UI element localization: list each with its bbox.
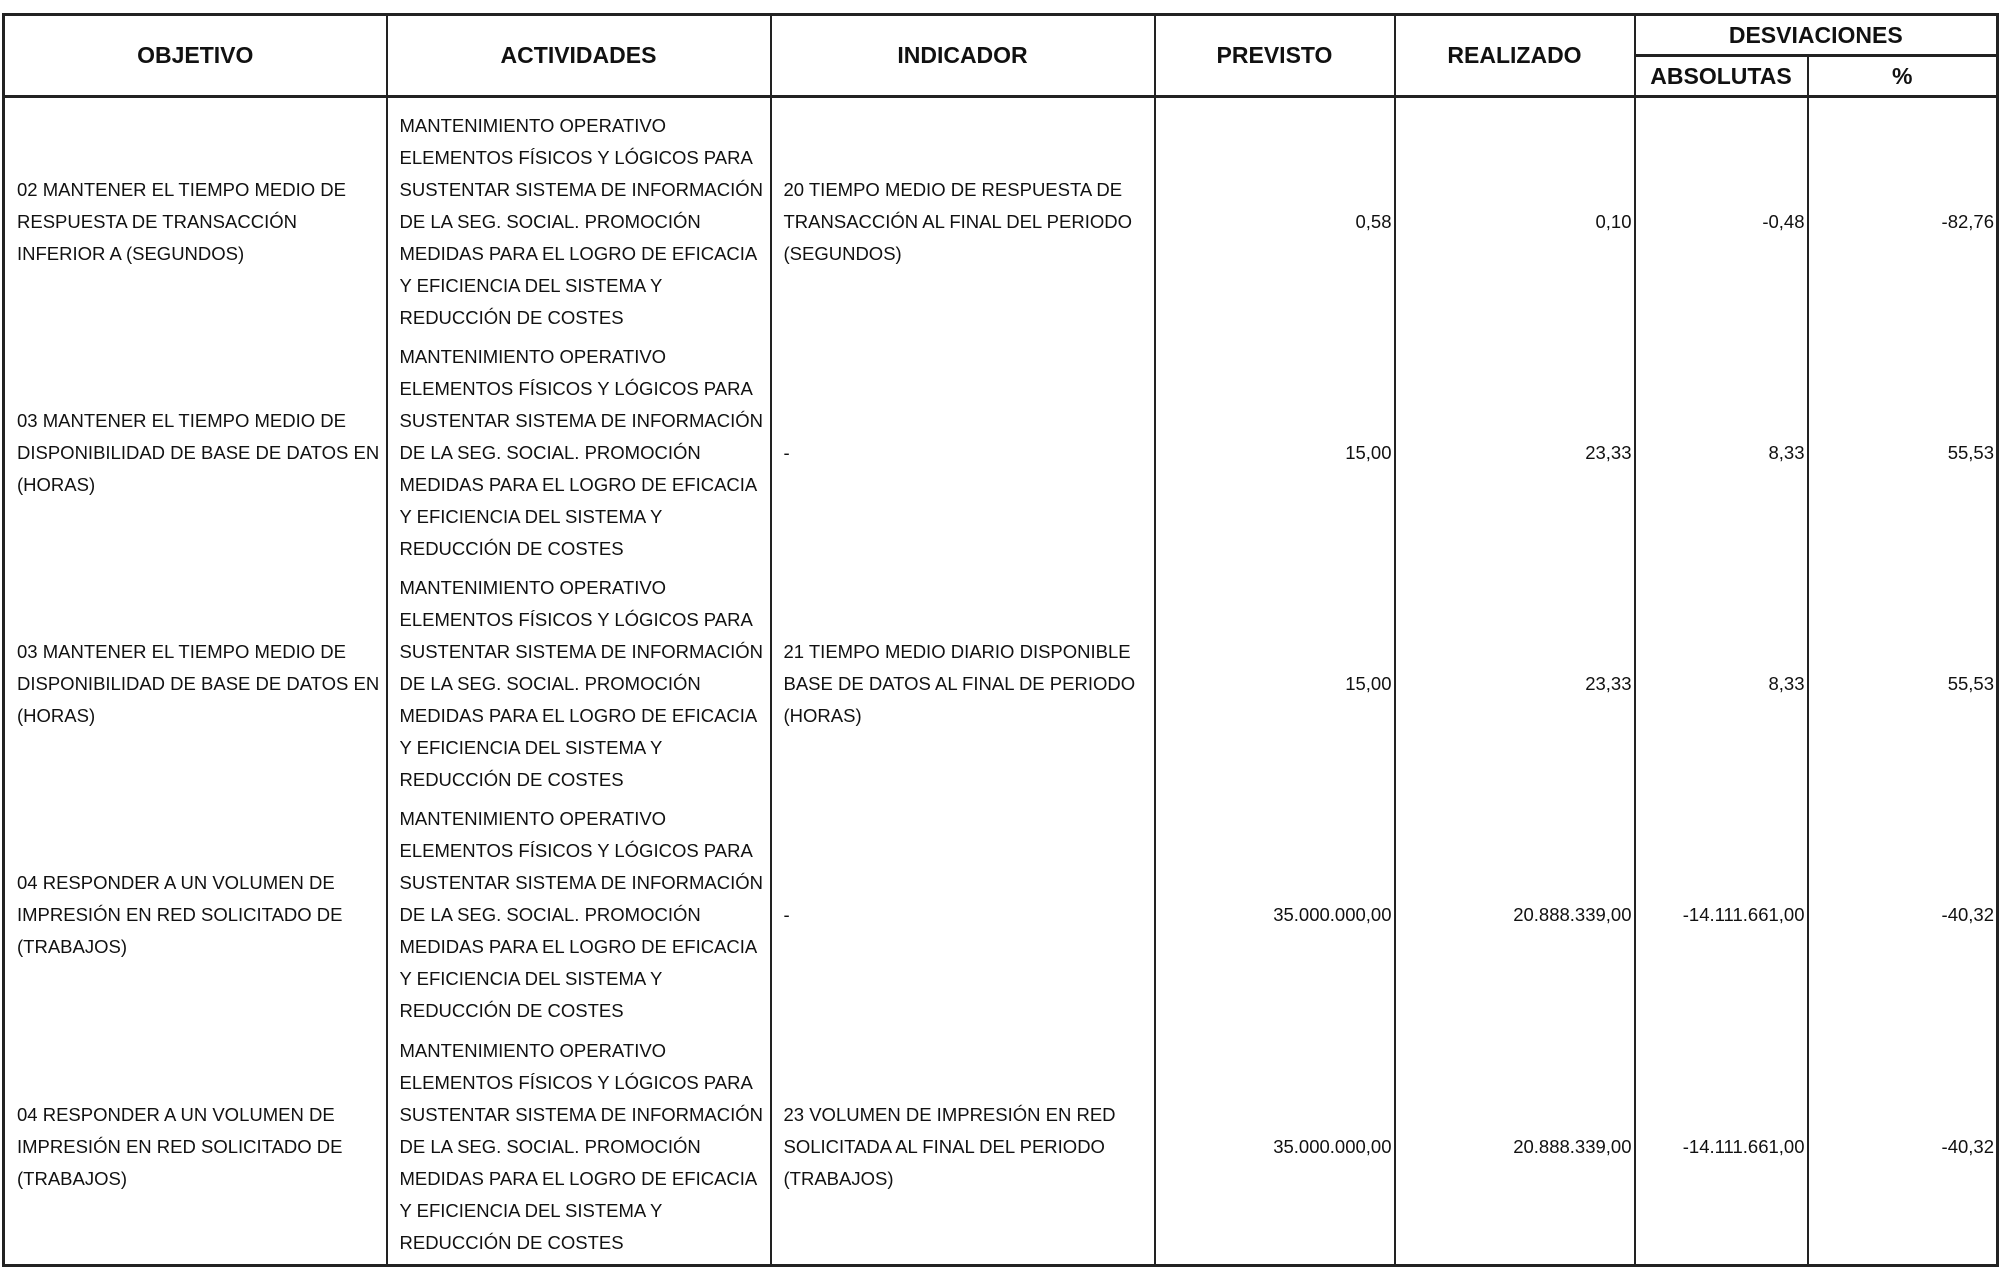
cell-actividades-text: MANTENIMIENTO OPERATIVO ELEMENTOS FÍSICOS Y LÓGICOS PARA SUSTENTAR SISTEMA DE INFORMACIÓN DE LA SEG. SOCIAL. PROMOCIÓN MEDIDAS PARA EL LOGRO DE EFICACIA Y EFICIENCIA DEL SISTEMA Y REDUCCIÓN DE COSTES	[399, 576, 764, 790]
header-desviaciones: DESVIACIONES	[1635, 15, 1998, 56]
header-previsto: PREVISTO	[1155, 15, 1395, 97]
header-absolutas: ABSOLUTAS	[1635, 56, 1808, 97]
cell-objetivo	[4, 1030, 387, 1266]
cell-realizado	[1395, 1030, 1635, 1266]
cell-absolutas-text: 8,33	[1768, 672, 1805, 694]
cell-indicador	[771, 568, 1155, 799]
cell-realizado	[1395, 568, 1635, 799]
cell-previsto	[1155, 97, 1395, 338]
header-realizado: REALIZADO	[1395, 15, 1635, 97]
header-indicador: INDICADOR	[771, 15, 1155, 97]
cell-actividades-text: MANTENIMIENTO OPERATIVO ELEMENTOS FÍSICOS Y LÓGICOS PARA SUSTENTAR SISTEMA DE INFORMACIÓN DE LA SEG. SOCIAL. PROMOCIÓN MEDIDAS PARA EL LOGRO DE EFICACIA Y EFICIENCIA DEL SISTEMA Y REDUCCIÓN DE COSTES	[399, 345, 764, 559]
cell-actividades	[387, 568, 771, 799]
cell-previsto-text: 0,58	[1355, 210, 1392, 232]
table-header	[4, 15, 1998, 97]
cell-absolutas-text: -14.111.661,00	[1682, 903, 1805, 925]
cell-actividades-text: MANTENIMIENTO OPERATIVO ELEMENTOS FÍSICOS Y LÓGICOS PARA SUSTENTAR SISTEMA DE INFORMACIÓN DE LA SEG. SOCIAL. PROMOCIÓN MEDIDAS PARA EL LOGRO DE EFICACIA Y EFICIENCIA DEL SISTEMA Y REDUCCIÓN DE COSTES	[399, 807, 764, 1021]
cell-indicador	[771, 97, 1155, 338]
cell-indicador	[771, 337, 1155, 568]
cell-previsto	[1155, 568, 1395, 799]
cell-absolutas	[1635, 337, 1808, 568]
cell-indicador	[771, 799, 1155, 1030]
cell-previsto	[1155, 1030, 1395, 1266]
cell-indicador-text: 21 TIEMPO MEDIO DIARIO DISPONIBLE BASE DE DATOS AL FINAL DE PERIODO (HORAS)	[783, 640, 1136, 726]
cell-absolutas	[1635, 97, 1808, 338]
cell-porcentaje-text: -82,76	[1941, 210, 1995, 232]
cell-porcentaje	[1808, 1030, 1998, 1266]
cell-absolutas-text: -0,48	[1762, 210, 1805, 232]
cell-indicador-text: 23 VOLUMEN DE IMPRESIÓN EN RED SOLICITADA AL FINAL DEL PERIODO (TRABAJOS)	[783, 1104, 1116, 1189]
cell-actividades-text: MANTENIMIENTO OPERATIVO ELEMENTOS FÍSICOS Y LÓGICOS PARA SUSTENTAR SISTEMA DE INFORMACIÓN DE LA SEG. SOCIAL. PROMOCIÓN MEDIDAS PARA EL LOGRO DE EFICACIA Y EFICIENCIA DEL SISTEMA Y REDUCCIÓN DE COSTES	[399, 1040, 764, 1253]
cell-realizado-text: 0,10	[1595, 210, 1632, 232]
table-row	[4, 337, 1998, 568]
cell-objetivo-text: 04 RESPONDER A UN VOLUMEN DE IMPRESIÓN EN RED SOLICITADO DE (TRABAJOS)	[17, 871, 343, 957]
cell-indicador-text: -	[783, 441, 790, 463]
cell-actividades	[387, 1030, 771, 1266]
cell-objetivo	[4, 568, 387, 799]
header-actividades: ACTIVIDADES	[387, 15, 771, 97]
objectives-table	[2, 13, 1999, 1267]
cell-absolutas-text: -14.111.661,00	[1682, 1136, 1805, 1157]
cell-objetivo-text: 03 MANTENER EL TIEMPO MEDIO DE DISPONIBILIDAD DE BASE DE DATOS EN (HORAS)	[17, 640, 380, 726]
table-body	[4, 97, 1998, 1266]
cell-porcentaje	[1808, 97, 1998, 338]
cell-porcentaje-text: -40,32	[1941, 903, 1995, 925]
cell-previsto	[1155, 337, 1395, 568]
cell-porcentaje-text: -40,32	[1941, 1136, 1995, 1157]
cell-objetivo-text: 02 MANTENER EL TIEMPO MEDIO DE RESPUESTA DE TRANSACCIÓN INFERIOR A (SEGUNDOS)	[17, 178, 346, 264]
cell-actividades	[387, 799, 771, 1030]
cell-realizado-text: 20.888.339,00	[1513, 903, 1632, 925]
table-row	[4, 799, 1998, 1030]
cell-porcentaje	[1808, 568, 1998, 799]
cell-objetivo	[4, 97, 387, 338]
cell-previsto-text: 35.000.000,00	[1273, 1136, 1392, 1157]
cell-porcentaje-text: 55,53	[1947, 441, 1995, 463]
header-objetivo: OBJETIVO	[4, 15, 387, 97]
cell-realizado-text: 23,33	[1585, 672, 1632, 694]
cell-previsto	[1155, 799, 1395, 1030]
cell-previsto-text: 35.000.000,00	[1273, 903, 1392, 925]
table-row	[4, 568, 1998, 799]
cell-absolutas	[1635, 1030, 1808, 1266]
cell-indicador	[771, 1030, 1155, 1266]
cell-objetivo	[4, 799, 387, 1030]
cell-porcentaje	[1808, 799, 1998, 1030]
cell-objetivo-text: 04 RESPONDER A UN VOLUMEN DE IMPRESIÓN EN RED SOLICITADO DE (TRABAJOS)	[17, 1104, 343, 1189]
cell-realizado	[1395, 97, 1635, 338]
cell-absolutas	[1635, 799, 1808, 1030]
cell-indicador-text: -	[783, 903, 790, 925]
cell-actividades-text: MANTENIMIENTO OPERATIVO ELEMENTOS FÍSICOS Y LÓGICOS PARA SUSTENTAR SISTEMA DE INFORMACIÓN DE LA SEG. SOCIAL. PROMOCIÓN MEDIDAS PARA EL LOGRO DE EFICACIA Y EFICIENCIA DEL SISTEMA Y REDUCCIÓN DE COSTES	[399, 114, 764, 328]
cell-realizado-text: 23,33	[1585, 441, 1632, 463]
table-row	[4, 97, 1998, 338]
cell-absolutas	[1635, 568, 1808, 799]
header-porcentaje: %	[1808, 56, 1998, 97]
cell-realizado	[1395, 337, 1635, 568]
cell-previsto-text: 15,00	[1345, 441, 1392, 463]
cell-indicador-text: 20 TIEMPO MEDIO DE RESPUESTA DE TRANSACCIÓN AL FINAL DEL PERIODO (SEGUNDOS)	[783, 178, 1132, 264]
cell-objetivo	[4, 337, 387, 568]
table-row	[4, 1030, 1998, 1266]
cell-realizado	[1395, 799, 1635, 1030]
cell-actividades	[387, 97, 771, 338]
cell-absolutas-text: 8,33	[1768, 441, 1805, 463]
cell-objetivo-text: 03 MANTENER EL TIEMPO MEDIO DE DISPONIBILIDAD DE BASE DE DATOS EN (HORAS)	[17, 409, 380, 495]
cell-porcentaje-text: 55,53	[1947, 672, 1995, 694]
cell-actividades	[387, 337, 771, 568]
cell-porcentaje	[1808, 337, 1998, 568]
cell-previsto-text: 15,00	[1345, 672, 1392, 694]
cell-realizado-text: 20.888.339,00	[1513, 1136, 1632, 1157]
